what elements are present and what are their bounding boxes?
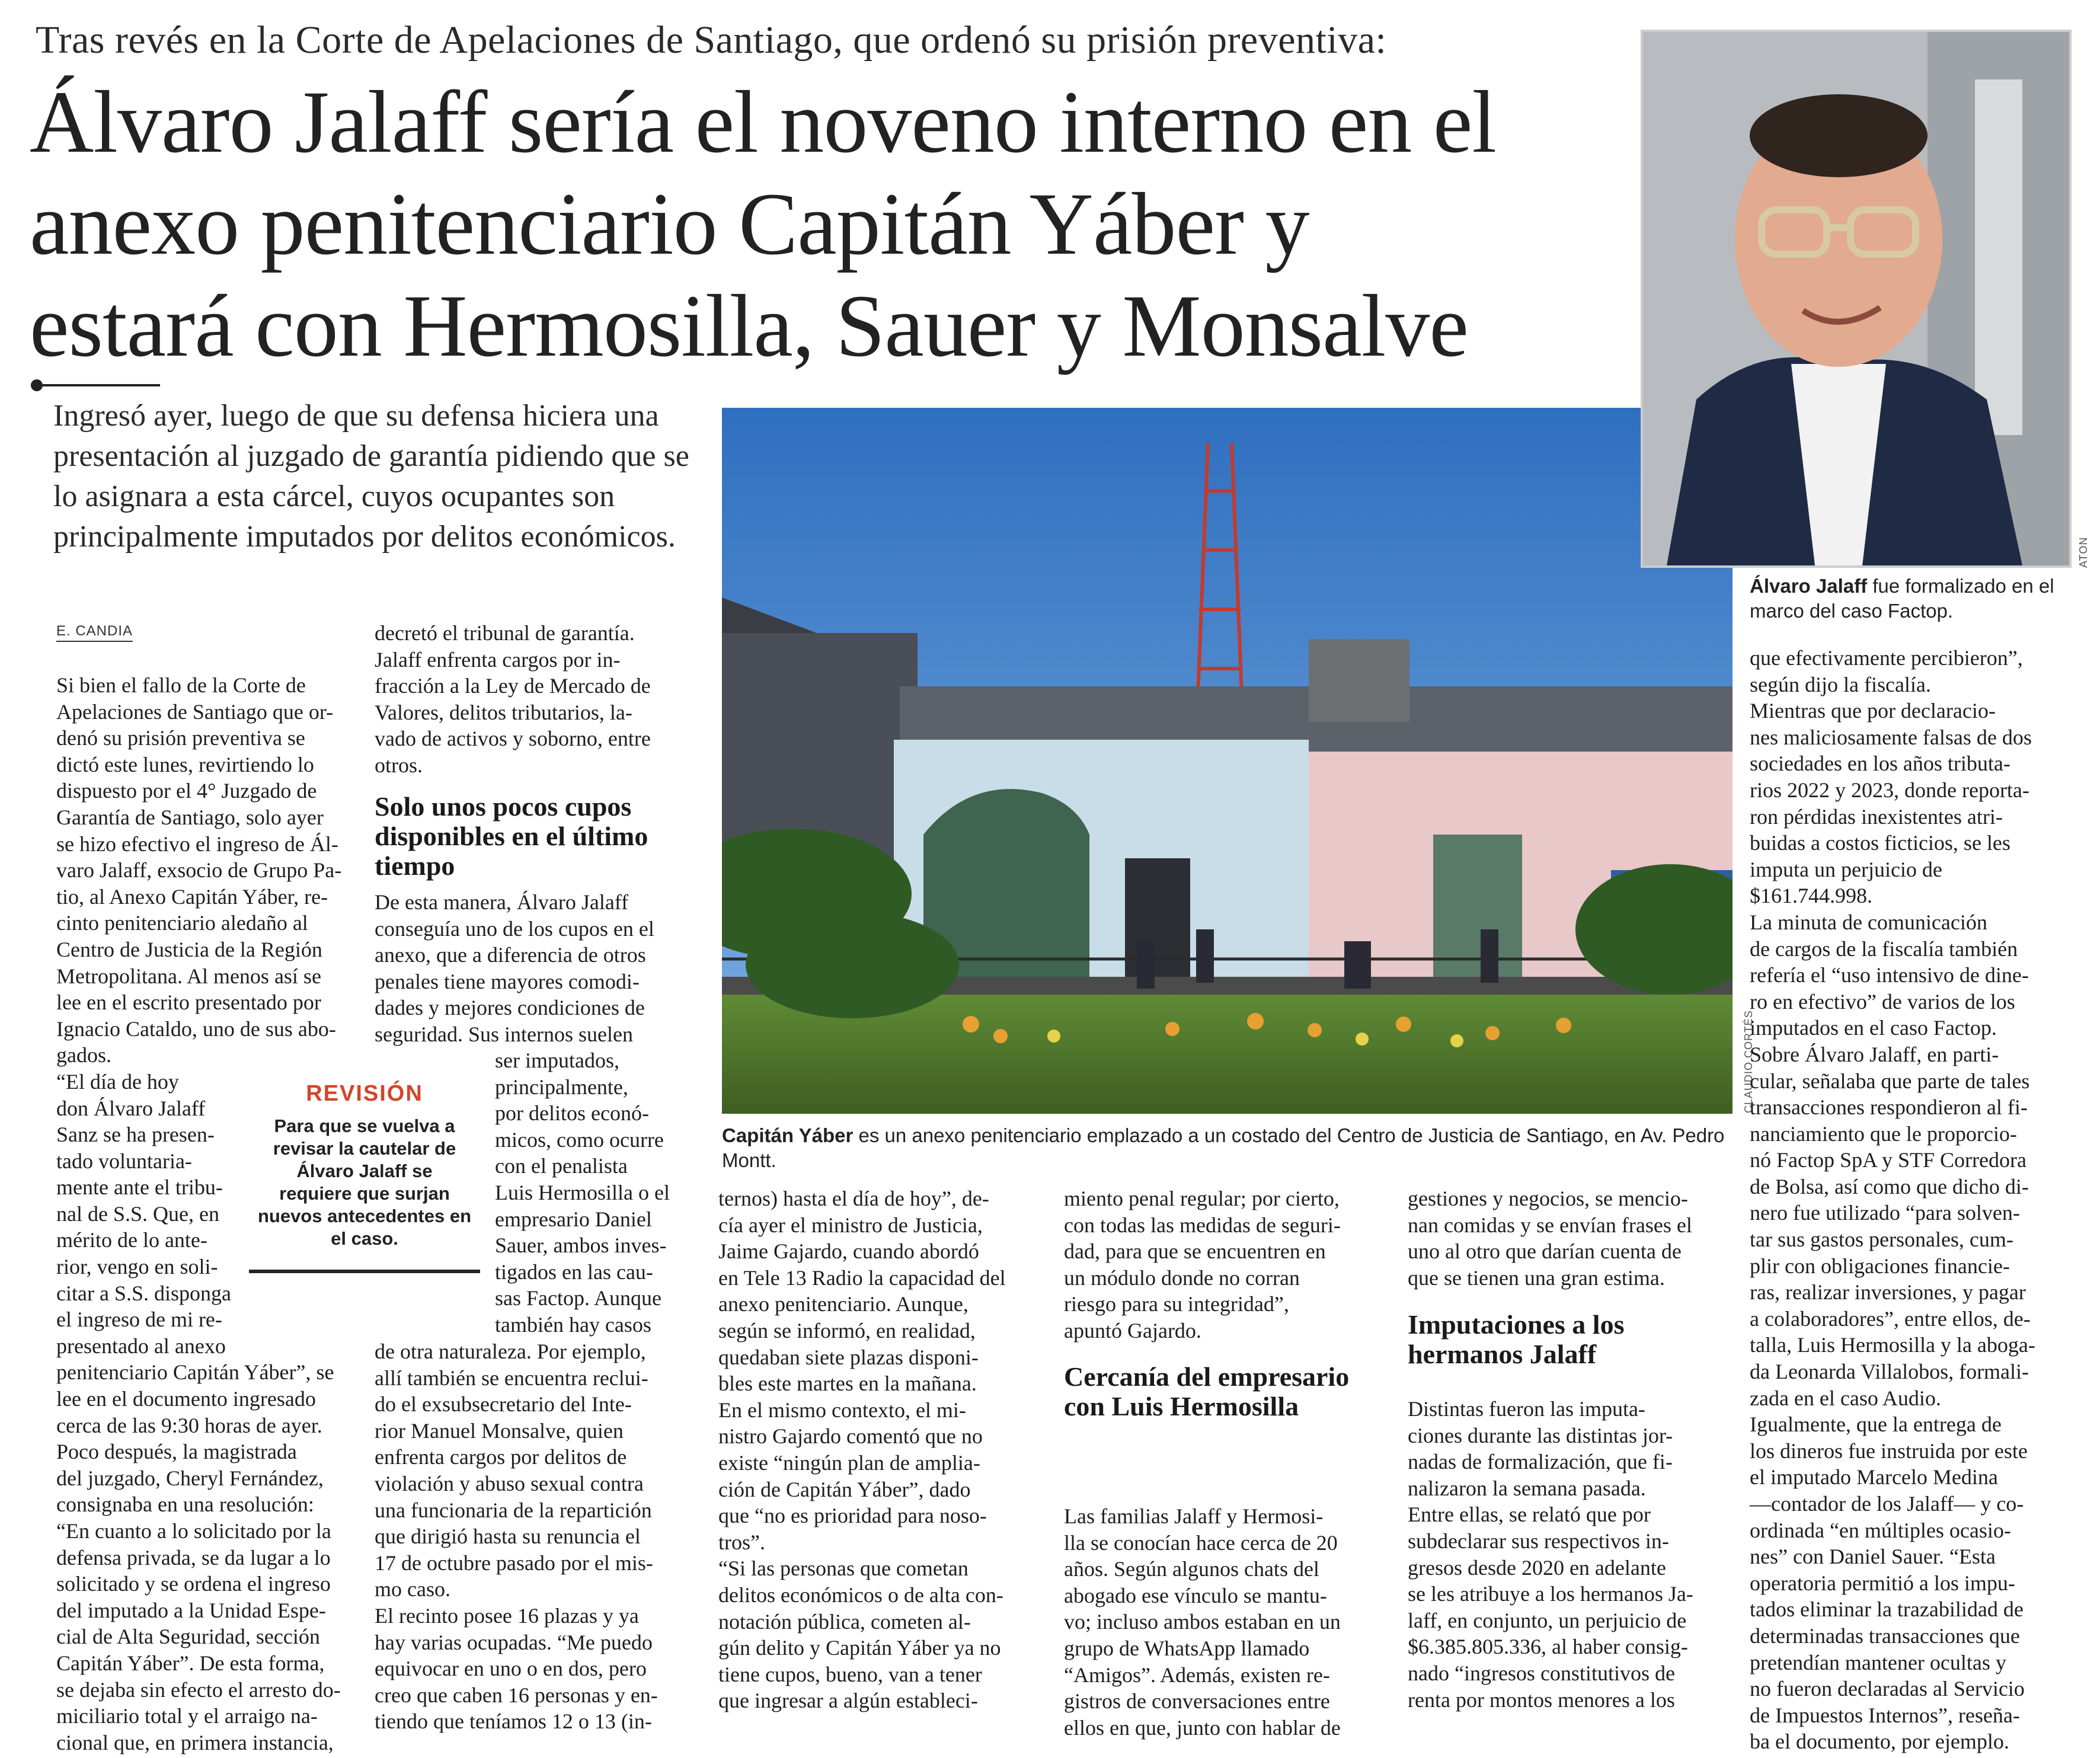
headline-line-2: anexo penitenciario Capitán Yáber y	[30, 175, 1309, 273]
revision-box-title: REVISIÓN	[306, 1081, 423, 1106]
portrait-caption	[1750, 574, 2082, 624]
main-photo	[722, 408, 1733, 1114]
portrait-image	[1643, 32, 2069, 565]
headline-rule	[36, 384, 160, 386]
column-2-top: decretó el tribunal de garantía. Jalaff enfrenta cargos por in- fracción a la Ley de Mercado de Valores, delitos tributarios, la- vado de activos y soborno, entre otros.	[375, 621, 651, 777]
subhead-imputaciones: Imputaciones a los hermanos Jalaff	[1408, 1309, 1625, 1369]
revision-box	[249, 1079, 480, 1273]
portrait-photo	[1641, 30, 2072, 568]
column-4-bottom: Las familias Jalaff y Hermosi- lla se conocían hace cerca de 20 años. Según algunos chats del abogado ese vínculo se mantu- vo; incluso ambos estaban en un grupo de WhatsApp llamado “Amigos”. Además, existen re- gistros de conversaciones entre ellos en que, junto con hablar de	[1064, 1504, 1341, 1740]
portrait-caption-bold: Álvaro Jalaff	[1750, 575, 1868, 597]
main-photo-caption	[722, 1123, 1733, 1173]
bajada: Ingresó ayer, luego de que su defensa hiciera una presentación al juzgado de garantía pidiendo que se lo asignara a esta cárcel, cuyos ocupantes son principalmente imputados por delitos económicos.	[53, 399, 689, 554]
column-2-narrow: ser imputados, principalmente, por delitos econó- micos, como ocurre con el penalista Luis Hermosilla o el empresario Daniel Sauer, ambos inves- tigados en las cau- sas Factop. Aunque también hay casos	[495, 1049, 670, 1337]
column-5-top: gestiones y negocios, se mencio- nan comidas y se envían frases el uno al otro que darían cuenta de que se tienen una gran estima.	[1408, 1187, 1692, 1290]
prison-building-photo	[722, 408, 1733, 1114]
main-photo-caption-bold: Capitán Yáber	[722, 1124, 854, 1146]
column-6: que efectivamente percibieron”, según dijo la fiscalía. Mientras que por declaracio- nes maliciosamente falsas de dos sociedades en los años tributa- rios 2022 y 2023, donde reporta- ron pérdidas inexistentes atri- buidas a costos ficticios, se les imputa un perjuicio de $161.744.998. La minuta de comunicación de cargos de la fiscalía también refería el “uso intensivo de dine- ro en efectivo” de varios de los imputados en el caso Factop. Sobre Álvaro Jalaff, en parti- cular, señalaba que parte de tales transacciones respondieron al fi- nanciamiento que le proporcio- nó Factop SpA y STF Corredora de Bolsa, así como que dicho di- nero fue utilizado “para solven- tar sus gastos personales, cum- plir con obligaciones financie- ras, realizar inversiones, y pagar a colaboradores”, entre ellos, de- talla, Luis Hermosilla y la aboga- da Leonarda Villalobos, formali- zada en el caso Audio. Igualmente, que la entrega de los dineros fue instruida por este el imputado Marcelo Medina —contador de los Jalaff— y co- ordinada “en múltiples ocasio- nes” con Daniel Sauer. “Esta operatoria permitió a los impu- tados eliminar la trazabilidad de determinadas transacciones que pretendían mantener ocultas y no fueron declaradas al Servicio de Impuestos Internos”, reseña- ba el documento, por ejemplo.	[1750, 646, 2035, 1754]
portrait-caption-rest: fue formalizado en el marco del caso Factop.	[1750, 575, 2054, 622]
byline: E. CANDIA	[56, 623, 133, 642]
headline-line-3: estará con Hermosilla, Sauer y Monsalve	[30, 277, 1468, 375]
column-2-mid: De esta manera, Álvaro Jalaff conseguía uno de los cupos en el anexo, que a diferencia de otros penales tiene mayores comodi- dades y mejores condiciones de seguridad. Sus internos suelen	[375, 890, 654, 1046]
subhead-cupos: Solo unos pocos cupos disponibles en el último tiempo	[375, 791, 648, 881]
subhead-cercania: Cercanía del empresario con Luis Hermosilla	[1064, 1361, 1350, 1421]
column-1: Si bien el fallo de la Corte de Apelaciones de Santiago que or- denó su prisión preventiva se dictó este lunes, revirtiendo lo dispuesto por el 4° Juzgado de Garantía de Santiago, solo ayer se hizo efectivo el ingreso de Ál- varo Jalaff, exsocio de Grupo Pa- tio, al Anexo Capitán Yáber, re- cinto penitenciario aledaño al Centro de Justicia de la Región Metropolitana. Al menos así se lee en el escrito presentado por Ignacio Cataldo, uno de sus abo- gados. “El día de hoy don Álvaro Jalaff Sanz se ha presen- tado voluntaria- mente ante el tribu- nal de S.S. Que, en mérito de lo ante- rior, vengo en soli- citar a S.S. disponga el ingreso de mi re- presentado al anexo penitenciario Capitán Yáber”, se lee en el documento ingresado cerca de las 9:30 horas de ayer. Poco después, la magistrada del juzgado, Cheryl Fernández, consignaba en una resolución: “En cuanto a lo solicitado por la defensa privada, se da lugar a lo solicitado y se ordena el ingreso del imputado a la Unidad Espe- cial de Alta Seguridad, sección Capitán Yáber”. De esta forma, se dejaba sin efecto el arresto do- miciliario total y el arraigo na- cional que, en primera instancia,	[56, 673, 342, 1754]
column-3: ternos) hasta el día de hoy”, de- cía ayer el ministro de Justicia, Jaime Gajardo, cuando abordó en Tele 13 Radio la capacidad del anexo penitenciario. Aunque, según se informó, en realidad, quedaban siete plazas disponi- bles este martes en la mañana. En el mismo contexto, el mi- nistro Gajardo comentó que no existe “ningún plan de amplia- ción de Capitán Yáber”, dado que “no es prioridad para noso- tros”. “Si las personas que cometan delitos económicos o de alta con- notación pública, cometen al- gún delito y Capitán Yáber ya no tiene cupos, bueno, van a tener que ingresar a algún estableci-	[718, 1187, 1006, 1713]
revision-box-body: Para que se vuelva a revisar la cautelar de Álvaro Jalaff se requiere que surjan nuevos antecedentes en el caso.	[257, 1115, 472, 1249]
main-photo-caption-rest: es un anexo penitenciario emplazado a un costado del Centro de Justicia de Santiago, en Av. Pedro Montt.	[722, 1124, 1725, 1171]
column-5-bottom: Distintas fueron las imputa- ciones durante las distintas jor- nadas de formalización, que fi- nalizaron la semana pasada. Entre ellas, se relató que por subdeclarar sus respectivos in- gresos desde 2020 en adelante se les atribuye a los hermanos Ja- laff, en conjunto, un perjuicio de $6.385.805.336, al haber consig- nado “ingresos constitutivos de renta por montos menores a los	[1408, 1397, 1693, 1712]
headline-line-1: Álvaro Jalaff sería el noveno interno en el	[30, 73, 1497, 171]
headline	[30, 71, 1630, 377]
kicker: Tras revés en la Corte de Apelaciones de Santiago, que ordenó su prisión preventiva:	[36, 18, 1387, 62]
column-2-bottom: de otra naturaleza. Por ejemplo, allí también se encuentra reclui- do el exsubsecretario del Inte- rior Manuel Monsalve, quien enfrenta cargos por delitos de violación y abuso sexual contra una funcionaria de la repartición que dirigió hasta su renuncia el 17 de octubre pasado por el mis- mo caso. El recinto posee 16 plazas y ya hay varias ocupadas. “Me puedo equivocar en uno o en dos, pero creo que caben 16 personas y en- tiendo que teníamos 12 o 13 (in-	[375, 1340, 658, 1734]
main-photo-credit: CLAUDIO CORTÉS	[1743, 1010, 1754, 1113]
column-4-top: miento penal regular; por cierto, con todas las medidas de seguri- dad, para que se encuentren en un módulo donde no corran riesgo para su integridad”, apuntó Gajardo.	[1064, 1187, 1341, 1343]
portrait-credit: ATON	[2077, 536, 2089, 568]
